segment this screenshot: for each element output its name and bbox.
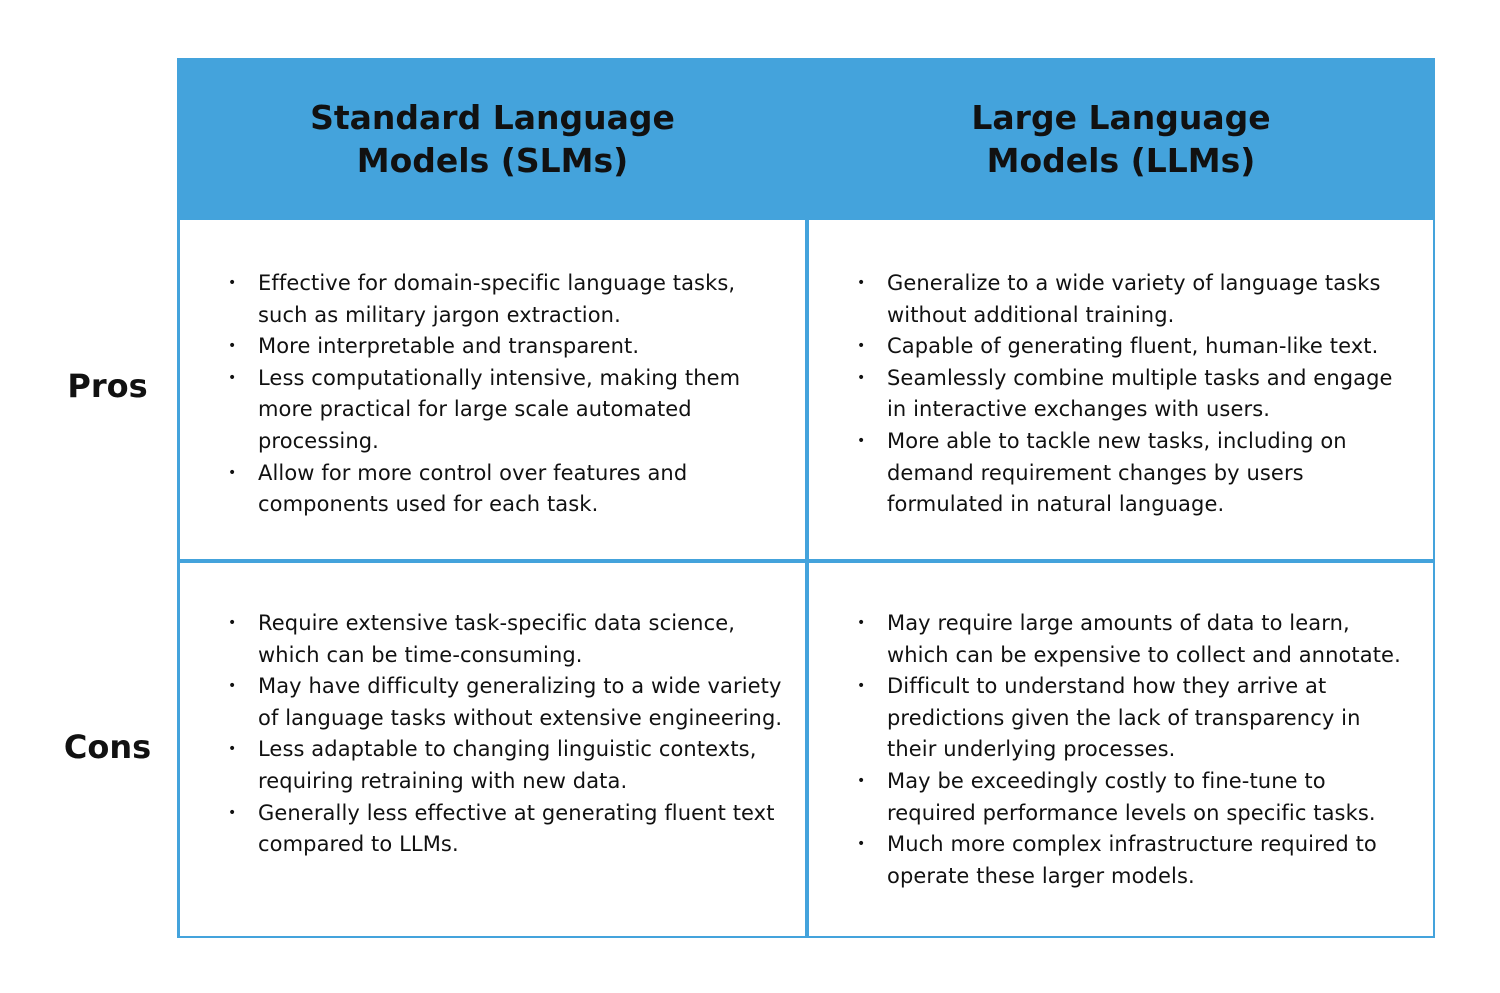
list-item-text: May be exceedingly costly to fine-tune to required performance levels on specific tasks. bbox=[887, 768, 1376, 825]
bullet-icon: • bbox=[228, 804, 237, 821]
list-item bbox=[857, 608, 1415, 671]
llm-cons-list bbox=[857, 608, 1415, 892]
list-item-text: More able to tackle new tasks, including on demand requirement changes by users formulated in natural language. bbox=[887, 428, 1347, 517]
list-item-text: Generalize to a wide variety of language tasks without additional training. bbox=[887, 271, 1381, 327]
list-item bbox=[857, 268, 1415, 331]
list-item-text: Less adaptable to changing linguistic contexts, requiring retraining with new data. bbox=[258, 737, 757, 793]
list-item-text: May have difficulty generalizing to a wide variety of language tasks without extensive engineering. bbox=[258, 674, 783, 730]
bullet-icon: • bbox=[857, 432, 866, 449]
list-item-text: Less computationally intensive, making them more practical for large scale automated processing. bbox=[258, 365, 741, 453]
list-item bbox=[857, 363, 1415, 426]
list-item-text: Capable of generating fluent, human-like text. bbox=[887, 334, 1379, 359]
list-item-text: Require extensive task-specific data science, which can be time-consuming. bbox=[258, 611, 736, 667]
column-header-llm bbox=[809, 61, 1433, 216]
list-item-text: Effective for domain-specific language tasks, such as military jargon extraction. bbox=[258, 271, 736, 327]
column-header-slm-line2: Models (SLMs) bbox=[356, 140, 629, 180]
bullet-icon: • bbox=[228, 464, 237, 481]
bullet-icon: • bbox=[228, 369, 237, 386]
bullet-icon: • bbox=[228, 741, 237, 758]
bullet-icon: • bbox=[228, 615, 237, 631]
list-item bbox=[228, 734, 787, 797]
cell-slm-cons bbox=[180, 563, 805, 936]
list-item bbox=[228, 671, 787, 734]
cell-llm-pros bbox=[809, 220, 1433, 559]
bullet-icon: • bbox=[857, 772, 866, 789]
bullet-icon: • bbox=[857, 615, 866, 631]
list-item bbox=[228, 268, 787, 331]
list-item bbox=[857, 766, 1415, 829]
list-item bbox=[228, 331, 787, 363]
bullet-icon: • bbox=[228, 338, 237, 355]
column-header-slm-line1: Standard Language bbox=[310, 97, 675, 137]
cell-llm-cons bbox=[809, 563, 1433, 936]
slm-cons-list bbox=[228, 608, 787, 861]
cell-slm-pros bbox=[180, 220, 805, 559]
llm-pros-list bbox=[857, 268, 1415, 521]
list-item-text: Generally less effective at generating fluent text compared to LLMs. bbox=[258, 800, 775, 857]
bullet-icon: • bbox=[857, 678, 866, 695]
slm-pros-list bbox=[228, 268, 787, 521]
list-item-text: Difficult to understand how they arrive at predictions given the lack of transparency in their underlying processes. bbox=[887, 674, 1361, 762]
column-header-llm-line2: Models (LLMs) bbox=[986, 140, 1256, 180]
bullet-icon: • bbox=[857, 275, 866, 291]
comparison-table bbox=[177, 58, 1435, 938]
bullet-icon: • bbox=[857, 369, 866, 386]
list-item bbox=[857, 671, 1415, 766]
list-item-text: Allow for more control over features and components used for each task. bbox=[258, 460, 688, 517]
column-header-slm bbox=[180, 61, 805, 216]
column-header-llm-line1: Large Language bbox=[971, 97, 1271, 137]
list-item-text: Seamlessly combine multiple tasks and engage in interactive exchanges with users. bbox=[887, 365, 1393, 422]
list-item bbox=[228, 363, 787, 458]
list-item bbox=[857, 829, 1415, 892]
row-label-pros: Pros bbox=[67, 367, 148, 405]
bullet-icon: • bbox=[228, 275, 237, 291]
list-item bbox=[228, 798, 787, 861]
list-item bbox=[228, 458, 787, 521]
list-item bbox=[228, 608, 787, 671]
list-item-text: May require large amounts of data to learn, which can be expensive to collect and annotate. bbox=[887, 611, 1401, 667]
bullet-icon: • bbox=[857, 836, 866, 853]
list-item-text: Much more complex infrastructure required to operate these larger models. bbox=[887, 832, 1377, 888]
list-item bbox=[857, 426, 1415, 521]
list-item-text: More interpretable and transparent. bbox=[258, 334, 640, 359]
bullet-icon: • bbox=[857, 338, 866, 355]
row-label-cons: Cons bbox=[63, 728, 152, 766]
bullet-icon: • bbox=[228, 678, 237, 695]
list-item bbox=[857, 331, 1415, 363]
